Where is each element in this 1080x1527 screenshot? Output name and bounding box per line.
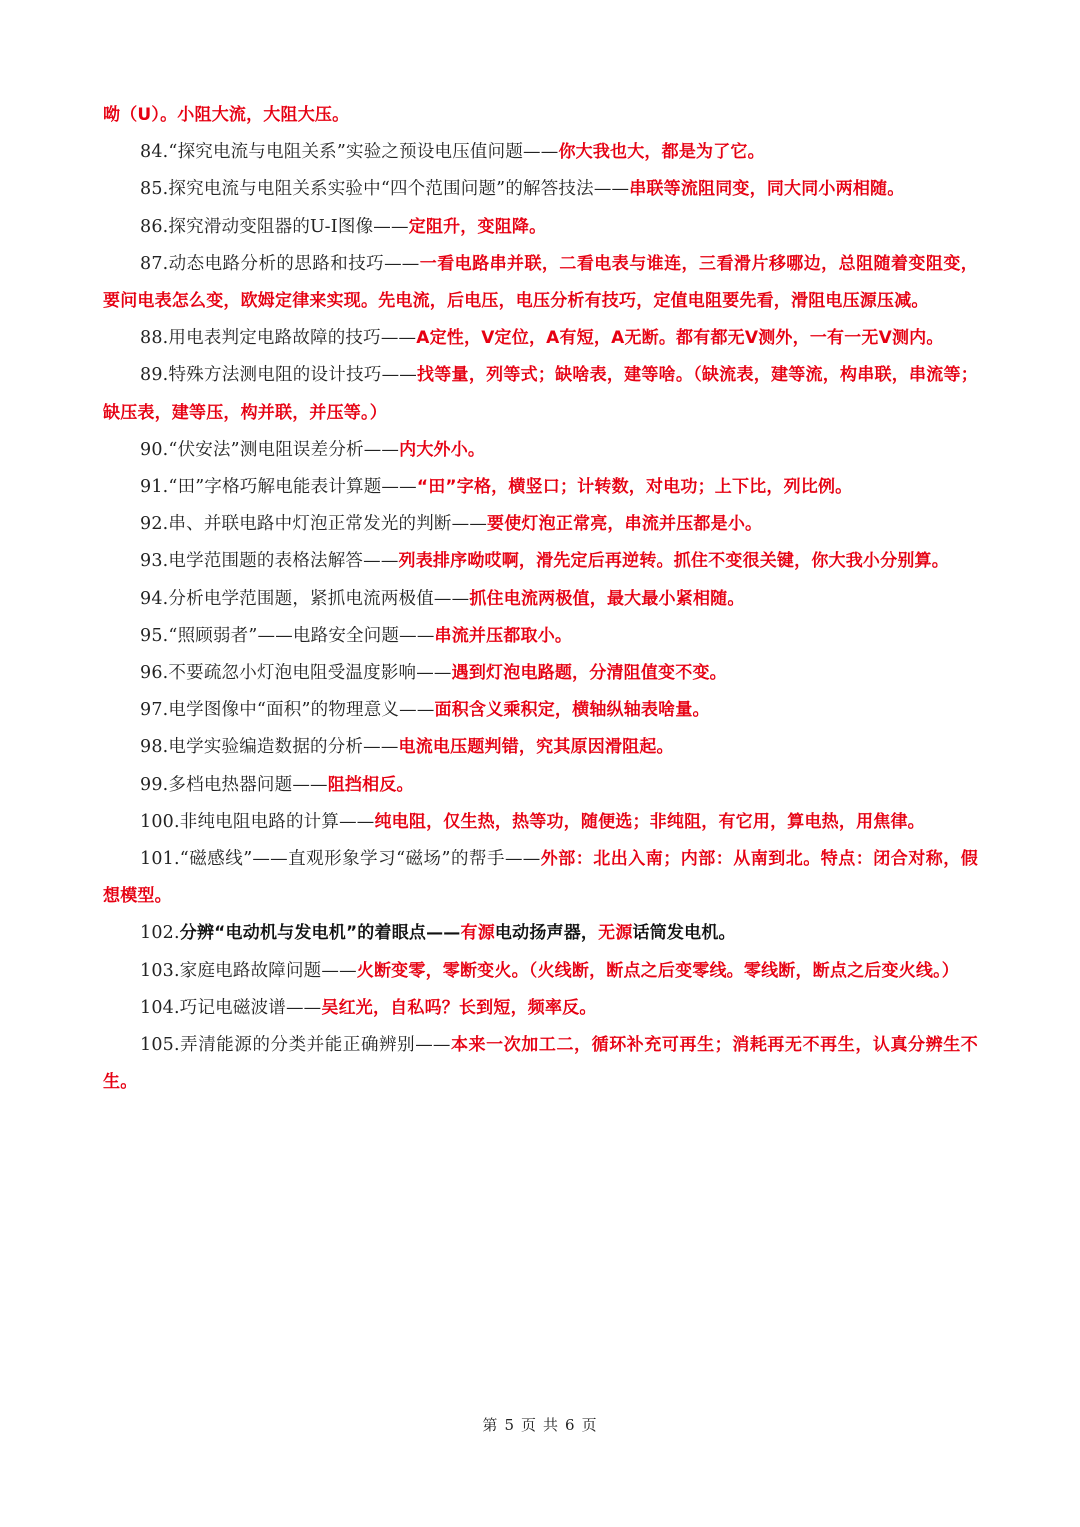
item-103 [103, 953, 978, 990]
item-91 [103, 469, 978, 506]
question-text: 87.动态电路分析的思路和技巧—— [140, 253, 420, 274]
question-text: 84.“探究电流与电阻关系”实验之预设电压值问题—— [140, 142, 559, 163]
answer-text: 一看电路串并联，二看电表与谁连，三看滑片移哪边，总阻随着变阻变，要问电表怎么变，欧姆定律来实现。先电流，后电压，电压分析有技巧，定值电阻要先看，滑阻电压源压减。 [103, 253, 978, 312]
question-text: 92.串、并联电路中灯泡正常发光的判断—— [140, 514, 488, 535]
question-text: 95.“照顾弱者”——电路安全问题—— [140, 625, 435, 646]
item-86 [103, 209, 978, 246]
answer-highlight: 有源 [460, 923, 495, 944]
question-text: 103.家庭电路故障问题—— [140, 960, 357, 981]
question-text: 85.探究电流与电阻关系实验中“四个范围问题”的解答技法—— [140, 179, 630, 200]
question-text: 91.“田”字格巧解电能表计算题—— [140, 477, 417, 498]
content-body [103, 97, 978, 1101]
question-text: 86.探究滑动变阻器的U-I图像—— [140, 216, 409, 237]
answer-text: A定性，V定位，A有短，A无断。都有都无V测外，一有一无V测内。 [416, 328, 944, 349]
answer-highlight: 无源 [598, 923, 633, 944]
answer-text: 电流电压题判错，究其原因滑阻起。 [398, 737, 674, 758]
item-88 [103, 320, 978, 357]
question-text: 88.用电表判定电路故障的技巧—— [140, 328, 417, 349]
question-text: 100.非纯电阻电路的计算—— [140, 811, 375, 832]
footer-word: 页 [581, 1416, 598, 1434]
answer-text: 定阻升，变阻降。 [408, 216, 547, 237]
answer-text: 抓住电流两极值，最大最小紧相随。 [469, 588, 745, 609]
answer-text: 呦（U）。小阻大流，大阻大压。 [103, 105, 350, 125]
footer-word: 共 [543, 1416, 560, 1434]
item-94 [103, 581, 978, 618]
question-text: 93.电学范围题的表格法解答—— [140, 551, 399, 572]
answer-text: 吴红光，自私吗？长到短，频率反。 [321, 997, 597, 1018]
answer-text: 外部：北出入南；内部：从南到北。特点：闭合对称，假想模型。 [103, 849, 979, 907]
answer-text: 遇到灯泡电路题，分清阻值变不变。 [451, 663, 727, 684]
page-number: 5 [504, 1416, 515, 1434]
question-text: 104.巧记电磁波谱—— [140, 997, 322, 1018]
answer-text: 找等量，列等式；缺啥表，建等啥。（缺流表，建等流，构串联，串流等；缺压表，建等压，构并联，并压等。） [103, 365, 978, 423]
item-85 [103, 171, 978, 208]
item-99 [103, 767, 978, 804]
answer-text: 串流并压都取小。 [434, 625, 573, 646]
answer-text: 内大外小。 [399, 439, 486, 460]
answer-bold-text: 电动扬声器， [494, 923, 599, 944]
item-97 [103, 692, 978, 729]
footer-word: 页 [520, 1416, 537, 1434]
question-bold-text: 分辨“电动机与发电机”的着眼点—— [179, 923, 461, 944]
answer-text: 串联等流阻同变，同大同小两相随。 [629, 179, 905, 200]
item-90 [103, 432, 978, 469]
answer-text: 列表排序呦哎啊，滑先定后再逆转。抓住不变很关键，你大我小分别算。 [398, 551, 949, 572]
answer-text: 要使灯泡正常亮，串流并压都是小。 [487, 514, 763, 535]
question-number: 102. [140, 923, 180, 944]
item-101 [103, 841, 978, 915]
question-text: 105.弄清能源的分类并能正确辨别—— [140, 1035, 451, 1056]
item-95 [103, 618, 978, 655]
item-84 [103, 134, 978, 171]
item-100 [103, 804, 978, 841]
item-83-continuation [103, 97, 978, 134]
answer-text: 纯电阻，仅生热，热等功，随便选；非纯阻，有它用，算电热，用焦律。 [374, 811, 925, 832]
question-text: 90.“伏安法”测电阻误差分析—— [140, 439, 400, 460]
question-text: 96.不要疏忽小灯泡电阻受温度影响—— [140, 663, 452, 684]
item-105 [103, 1027, 978, 1101]
question-text: 97.电学图像中“面积”的物理意义—— [140, 700, 435, 721]
question-text: 89.特殊方法测电阻的设计技巧—— [140, 365, 417, 386]
question-text: 99.多档电热器问题—— [140, 774, 328, 795]
question-text: 98.电学实验编造数据的分析—— [140, 737, 399, 758]
item-104 [103, 990, 978, 1027]
answer-text: 你大我也大，都是为了它。 [558, 142, 765, 163]
footer-word: 第 [482, 1416, 499, 1434]
item-92 [103, 506, 978, 543]
answer-text: 火断变零，零断变火。（火线断，断点之后变零线。零线断，断点之后变火线。） [356, 960, 959, 981]
answer-bold-text: 话筒发电机。 [632, 923, 736, 944]
answer-text: 阻挡相反。 [327, 774, 414, 795]
question-text: 101.“磁感线”——直观形象学习“磁场”的帮手—— [140, 849, 541, 870]
item-89 [103, 357, 978, 431]
item-98 [103, 729, 978, 766]
item-93 [103, 543, 978, 580]
answer-text: 面积含义乘积定，横轴纵轴表啥量。 [434, 700, 710, 721]
answer-text: “田”字格，横竖口；计转数，对电功；上下比，列比例。 [416, 477, 853, 498]
answer-text: 本来一次加工二，循环补充可再生；消耗再无不再生，认真分辨生不生。 [103, 1035, 979, 1093]
question-text: 94.分析电学范围题，紧抓电流两极值—— [140, 588, 470, 609]
item-96 [103, 655, 978, 692]
item-87 [103, 246, 978, 320]
page-footer [0, 1414, 1080, 1435]
item-102 [103, 915, 978, 952]
total-pages: 6 [565, 1416, 576, 1434]
